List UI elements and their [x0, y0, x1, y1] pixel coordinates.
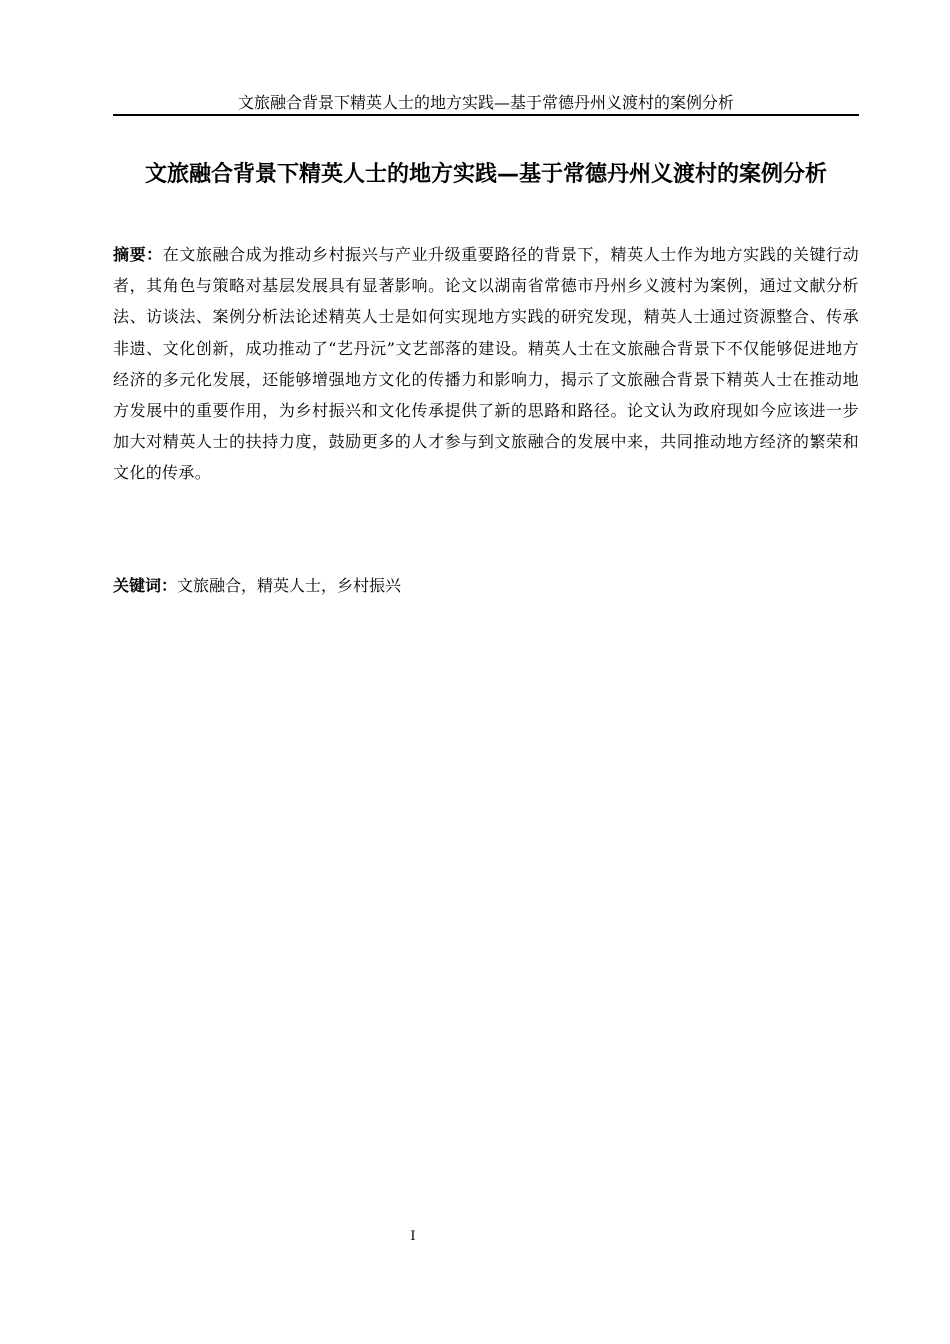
header-rule — [113, 114, 859, 116]
abstract-label: 摘要： — [113, 245, 163, 264]
document-title: 文旅融合背景下精英人士的地方实践—基于常德丹州义渡村的案例分析 — [144, 162, 827, 187]
running-header: 文旅融合背景下精英人士的地方实践—基于常德丹州义渡村的案例分析 — [237, 93, 734, 112]
page-number: I — [410, 1229, 416, 1244]
keywords-text: 文旅融合，精英人士，乡村振兴 — [177, 576, 402, 595]
abstract-text: 在文旅融合成为推动乡村振兴与产业升级重要路径的背景下，精英人士作为地方实践的关键行动者，其角色与策略对基层发展具有显著影响。论文以湖南省常德市丹州乡义渡村为案例，通过文献分析法、访谈法、案例分析法论述精英人士是如何实现地方实践的研究发现，精英人士通过资源整合、传承非遗、文化创新，成功推动了“艺丹沅”文艺部落的建设。精英人士在文旅融合背景下不仅能够促进地方经济的多元化发展，还能够增强地方文化的传播力和影响力，揭示了文旅融合背景下精英人士在推动地方发展中的重要作用，为乡村振兴和文化传承提供了新的思路和路径。论文认为政府现如今应该进一步加大对精英人士的扶持力度，鼓励更多的人才参与到文旅融合的发展中来，共同推动地方经济的繁荣和文化的传承。 — [113, 245, 859, 483]
keywords-label: 关键词： — [113, 576, 178, 595]
keywords-line — [113, 573, 859, 599]
abstract-paragraph — [113, 239, 859, 489]
